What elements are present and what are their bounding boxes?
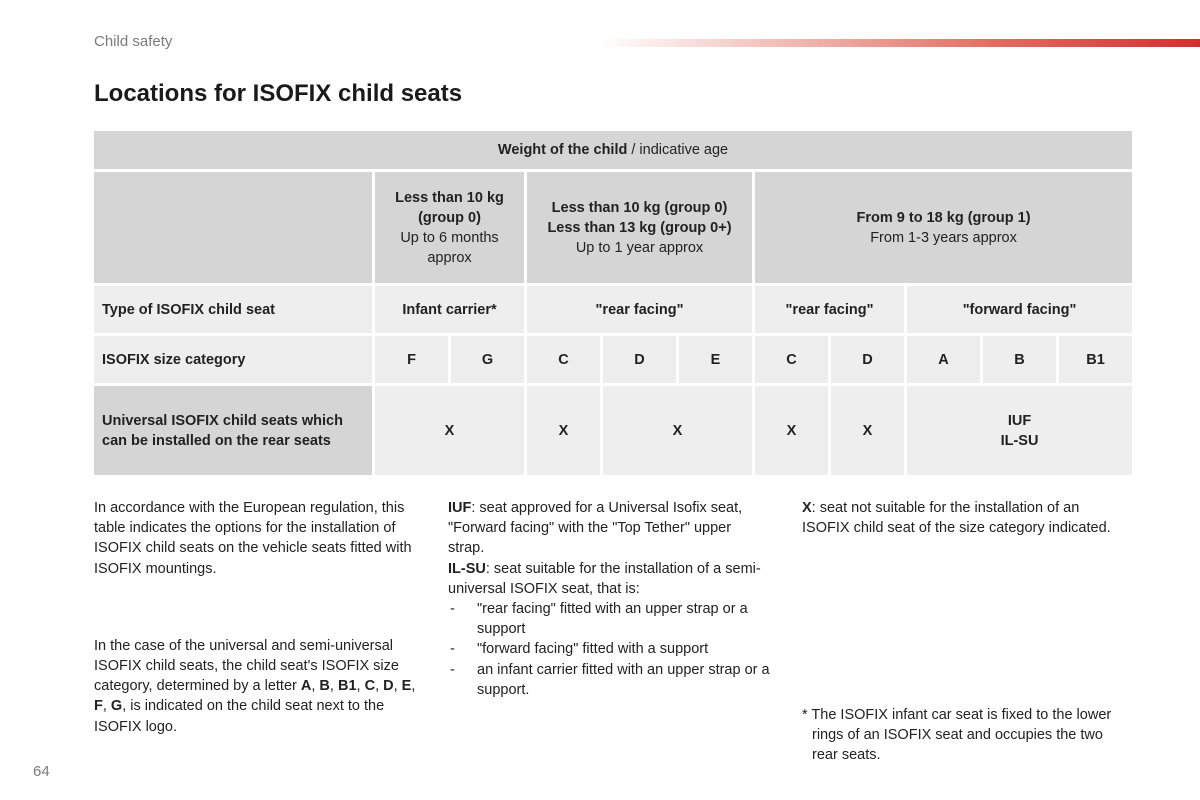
group-1-weight-line1: Less than 10 kg: [395, 189, 504, 206]
notes-column-2: [448, 498, 770, 700]
x-definition: X: seat not suitable for the installation of an ISOFIX child seat of the size category indicated.: [802, 500, 1111, 537]
size-cell-9: B: [983, 336, 1056, 383]
universal-label: Universal ISOFIX child seats which can be installed on the rear seats: [94, 386, 372, 475]
universal-cell-5: X: [831, 386, 904, 475]
iuf-definition: IUF: seat approved for a Universal Isofix seat, "Forward facing" with the "Top Tether" upper strap.: [448, 500, 743, 557]
group-1-age-line1: Up to 6 months: [400, 229, 499, 246]
list-item: - "forward facing" fitted with a support: [448, 639, 770, 659]
group-2-weight-line2: Less than 13 kg (group 0+): [547, 219, 732, 236]
size-cell-5: E: [679, 336, 752, 383]
size-category-label: ISOFIX size category: [94, 336, 372, 383]
notes-column-3: [802, 498, 1114, 538]
weight-header-rest: / indicative age: [627, 142, 729, 158]
weight-header-row: [94, 131, 1132, 169]
group-cell-2: [527, 172, 752, 283]
seat-type-label: Type of ISOFIX child seat: [94, 286, 372, 333]
size-cell-8: A: [907, 336, 980, 383]
page-title: Locations for ISOFIX child seats: [94, 80, 463, 107]
universal-cell-2: X: [527, 386, 600, 475]
section-label: Child safety: [94, 33, 173, 50]
universal-cell-4: X: [755, 386, 828, 475]
group-1-weight-line2: (group 0): [418, 209, 481, 226]
seat-type-cell-4: "forward facing": [907, 286, 1132, 333]
seat-type-cell-2: "rear facing": [527, 286, 752, 333]
size-category-paragraph: In the case of the universal and semi-universal ISOFIX child seats, the child seat's ISOFIX size category, determined by a letter A, B, B1, C, D, E, F, G, is indicated on the child seat next to the ISOFIX logo.: [94, 637, 416, 735]
weight-groups-row: [94, 172, 1132, 283]
group-3-weight-line1: From 9 to 18 kg (group 1): [856, 209, 1031, 226]
universal-cell-1: X: [375, 386, 524, 475]
isofix-table: [91, 128, 1135, 478]
ilsu-list: [448, 599, 770, 700]
size-cell-10: B1: [1059, 336, 1132, 383]
size-cell-6: C: [755, 336, 828, 383]
universal-row: [94, 386, 1132, 475]
group-cell-3: [755, 172, 1132, 283]
seat-type-cell-3: "rear facing": [755, 286, 904, 333]
universal-cell-6: IUF IL-SU: [907, 386, 1132, 475]
notes-column-1: [94, 498, 426, 737]
group-cell-1: [375, 172, 524, 283]
seat-type-row: [94, 286, 1132, 333]
size-cell-7: D: [831, 336, 904, 383]
page-number: 64: [33, 763, 50, 780]
size-cell-1: F: [375, 336, 448, 383]
list-item: - "rear facing" fitted with an upper strap or a support: [448, 599, 770, 639]
group-3-age-line1: From 1-3 years approx: [870, 229, 1017, 246]
weight-header-cell: [94, 131, 1132, 169]
size-cell-2: G: [451, 336, 524, 383]
size-cell-3: C: [527, 336, 600, 383]
universal-cell-3: X: [603, 386, 752, 475]
infant-carrier-footnote: * The ISOFIX infant car seat is fixed to the lower rings of an ISOFIX seat and occupies the two rear seats.: [802, 707, 1112, 764]
group-1-age-line2: approx: [427, 249, 472, 266]
group-2-weight-line1: Less than 10 kg (group 0): [551, 199, 728, 216]
regulation-paragraph: In accordance with the European regulation, this table indicates the options for the installation of ISOFIX child seats on the vehicle seats fitted with ISOFIX mountings.: [94, 500, 412, 577]
groups-corner-cell: [94, 172, 372, 283]
ilsu-definition: IL-SU: seat suitable for the installation of a semi-universal ISOFIX seat, that is:: [448, 560, 761, 597]
size-cell-4: D: [603, 336, 676, 383]
seat-type-cell-1: Infant carrier*: [375, 286, 524, 333]
group-2-age-line1: Up to 1 year approx: [575, 239, 704, 256]
list-item: - an infant carrier fitted with an upper strap or a support.: [448, 660, 770, 700]
size-category-row: [94, 336, 1132, 383]
weight-header-bold: Weight of the child: [497, 142, 628, 158]
header-gradient-bar: [600, 39, 1200, 47]
